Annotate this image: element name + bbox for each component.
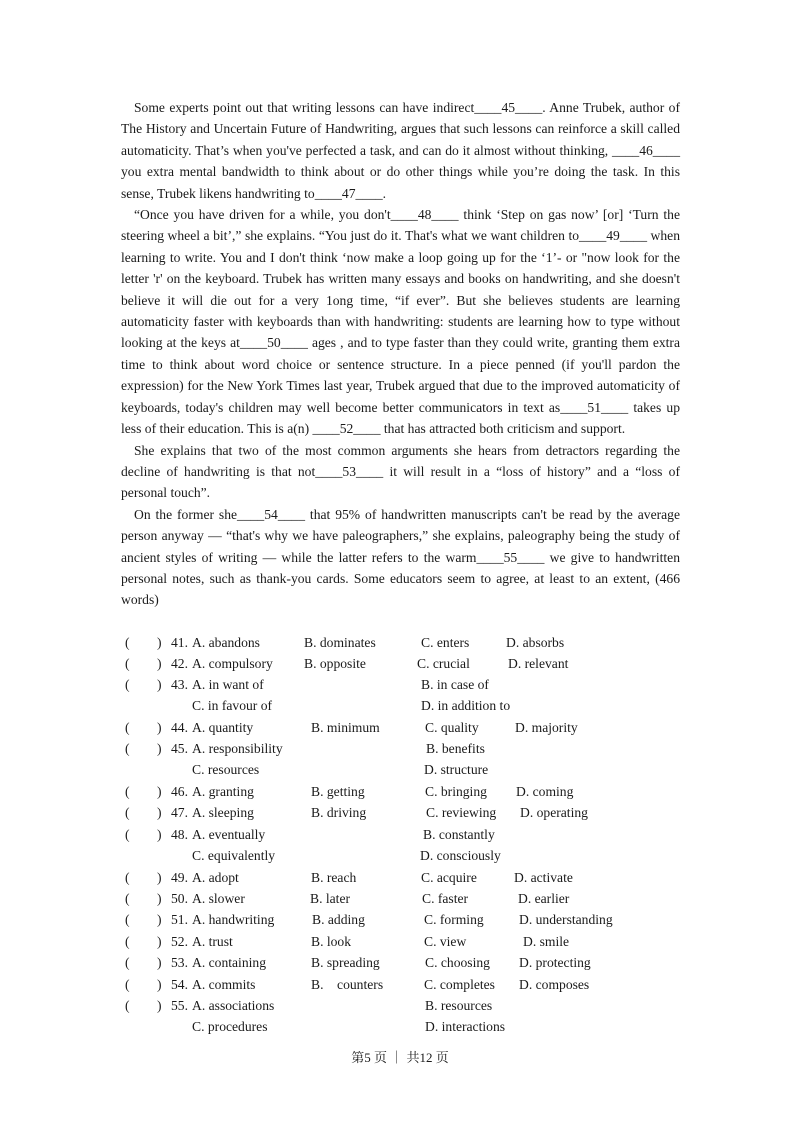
option-d: D. earlier (518, 891, 570, 906)
question-55-line-2 (121, 1016, 681, 1037)
option-b: B. driving (311, 805, 367, 820)
option-d: D. operating (520, 805, 588, 820)
option-d: D. majority (515, 720, 578, 735)
answer-bracket-open: ( (125, 912, 130, 927)
answer-bracket-close: ) (157, 934, 162, 949)
option-b: B. benefits (426, 741, 485, 756)
option-b: B. minimum (311, 720, 380, 735)
question-number: 49. (171, 870, 188, 885)
option-c: C. equivalently (192, 848, 276, 863)
answer-bracket-open: ( (125, 720, 130, 735)
answer-bracket-open: ( (125, 891, 130, 906)
question-43-line-2 (121, 695, 681, 716)
question-42 (121, 653, 681, 674)
answer-bracket-close: ) (157, 977, 162, 992)
option-b: B. look (311, 934, 352, 949)
answer-bracket-open: ( (125, 977, 130, 992)
answer-bracket-open: ( (125, 998, 130, 1013)
question-51 (121, 909, 681, 930)
answer-bracket-close: ) (157, 998, 162, 1013)
answer-bracket-close: ) (157, 635, 162, 650)
question-number: 47. (171, 805, 188, 820)
option-a: A. compulsory (192, 656, 273, 671)
option-d: D. consciously (420, 848, 501, 863)
option-a: A. adopt (192, 870, 239, 885)
question-44 (121, 717, 681, 738)
option-c: C. enters (421, 635, 470, 650)
answer-bracket-open: ( (125, 805, 130, 820)
question-number: 50. (171, 891, 188, 906)
answer-bracket-close: ) (157, 955, 162, 970)
answer-bracket-close: ) (157, 741, 162, 756)
question-number: 55. (171, 998, 188, 1013)
option-c: C. quality (425, 720, 479, 735)
option-d: D. smile (523, 934, 570, 949)
option-b: B. reach (311, 870, 357, 885)
option-b: B. getting (311, 784, 365, 799)
question-number: 48. (171, 827, 188, 842)
question-number: 43. (171, 677, 188, 692)
question-number: 44. (171, 720, 188, 735)
option-c: C. bringing (425, 784, 487, 799)
option-c: C. crucial (417, 656, 470, 671)
question-54 (121, 974, 681, 995)
question-48 (121, 824, 681, 845)
option-a: A. responsibility (192, 741, 283, 756)
option-d: D. coming (516, 784, 574, 799)
option-b: B. constantly (423, 827, 495, 842)
answer-bracket-close: ) (157, 677, 162, 692)
option-b: B. counters (311, 977, 384, 992)
option-b: B. later (310, 891, 351, 906)
option-c: C. choosing (425, 955, 490, 970)
option-b: B. dominates (304, 635, 376, 650)
option-a: A. trust (192, 934, 233, 949)
question-48-line-2 (121, 845, 681, 866)
question-55 (121, 995, 681, 1016)
option-c: C. reviewing (426, 805, 497, 820)
question-45 (121, 738, 681, 759)
option-a: A. handwriting (192, 912, 275, 927)
option-d: D. structure (424, 762, 489, 777)
question-number: 42. (171, 656, 188, 671)
option-a: A. slower (192, 891, 245, 906)
answer-bracket-close: ) (157, 827, 162, 842)
answer-bracket-open: ( (125, 677, 130, 692)
option-d: D. interactions (425, 1019, 506, 1034)
answer-bracket-close: ) (157, 656, 162, 671)
passage-paragraph-1: Some experts point out that writing lessons can have indirect____45____. Anne Trubek, author of The History and Uncertain Future of Handwriting, argues that such lessons can reinforce a skill called automaticity. That’s when you've perfected a task, and can do it almost without thinking, ____46____ you extra mental bandwidth to think about or do other things while you’re doing the task. In this sense, Trubek likens handwriting to____47____. (121, 100, 680, 201)
question-52 (121, 931, 681, 952)
answer-bracket-close: ) (157, 912, 162, 927)
option-d: D. composes (519, 977, 590, 992)
answer-bracket-close: ) (157, 784, 162, 799)
option-b: B. adding (312, 912, 365, 927)
question-49 (121, 867, 681, 888)
option-c: C. resources (192, 762, 260, 777)
option-c: C. completes (424, 977, 495, 992)
option-b: B. in case of (421, 677, 489, 692)
question-number: 45. (171, 741, 188, 756)
option-b: B. resources (425, 998, 493, 1013)
option-d: D. in addition to (421, 698, 511, 713)
option-d: D. understanding (519, 912, 613, 927)
question-number: 51. (171, 912, 188, 927)
option-c: C. faster (422, 891, 469, 906)
answer-bracket-open: ( (125, 870, 130, 885)
option-a: A. eventually (192, 827, 266, 842)
option-c: C. procedures (192, 1019, 268, 1034)
question-number: 41. (171, 635, 188, 650)
option-a: A. associations (192, 998, 275, 1013)
answer-bracket-close: ) (157, 805, 162, 820)
answer-bracket-open: ( (125, 934, 130, 949)
option-c: C. view (424, 934, 467, 949)
option-a: A. quantity (192, 720, 254, 735)
option-d: D. absorbs (506, 635, 565, 650)
question-50 (121, 888, 681, 909)
option-b: B. spreading (311, 955, 380, 970)
passage-paragraph-3: She explains that two of the most common arguments she hears from detractors regarding the decline of handwriting is that not____53____ it will result in a “loss of history” and a “loss of personal touch”. (121, 442, 680, 501)
answer-bracket-open: ( (125, 741, 130, 756)
passage-paragraph-2: “Once you have driven for a while, you don't____48____ think ‘Step on gas now’ [or] ‘Turn the steering wheel a bit’,” she explains. “You just do it. That's what we want children to____49____ when learning to write. You and I don't think ‘now make a loop going up for the ‘1’- or "now look for the letter 'r' on the keyboard. Trubek has written many essays and books on handwriting, and she doesn't believe it will die out for a very 1ong time, “if ever”. But she believes students are learning automaticity faster with keyboards than with handwriting: students are learning how to type without looking at the keys at____50____ ages , and to type faster than they could write, granting them extra time to think about word choice or sentence structure. In a piece penned (if you'll pardon the expression) for the New York Times last year, Trubek argued that due to the improved automaticity of keyboards, today's children may well become better communicators in text as____51____ takes up less of their education. This is a(n) ____52____ that has attracted both criticism and support. (121, 207, 680, 437)
question-number: 52. (171, 934, 188, 949)
page-number-footer: 第5 页 ｜ 共12 页 (351, 1050, 449, 1065)
answer-bracket-open: ( (125, 656, 130, 671)
answer-bracket-open: ( (125, 635, 130, 650)
question-47 (121, 802, 681, 823)
reading-passage (121, 97, 680, 611)
option-c: C. in favour of (192, 698, 273, 713)
question-46 (121, 781, 681, 802)
option-a: A. sleeping (192, 805, 254, 820)
answer-bracket-open: ( (125, 827, 130, 842)
answer-bracket-close: ) (157, 720, 162, 735)
option-a: A. granting (192, 784, 254, 799)
option-a: A. abandons (192, 635, 260, 650)
option-c: C. forming (424, 912, 484, 927)
answer-bracket-open: ( (125, 784, 130, 799)
option-b: B. opposite (304, 656, 366, 671)
question-number: 54. (171, 977, 188, 992)
option-c: C. acquire (421, 870, 477, 885)
question-number: 53. (171, 955, 188, 970)
option-a: A. in want of (192, 677, 264, 692)
answer-bracket-open: ( (125, 955, 130, 970)
question-45-line-2 (121, 759, 681, 780)
option-d: D. relevant (508, 656, 569, 671)
option-d: D. protecting (519, 955, 591, 970)
question-number: 46. (171, 784, 188, 799)
passage-paragraph-4: On the former she____54____ that 95% of handwritten manuscripts can't be read by the average person anyway — “that's why we have paleographers,” she explains, paleography being the study of ancient styles of writing — while the latter refers to the warm____55____ we give to handwritten personal notes, such as thank-you cards. Some educators seem to agree, at least to an extent, (466 words) (121, 506, 680, 608)
answer-bracket-close: ) (157, 891, 162, 906)
option-a: A. commits (192, 977, 256, 992)
question-53 (121, 952, 681, 973)
option-a: A. containing (192, 955, 266, 970)
option-d: D. activate (514, 870, 573, 885)
answer-bracket-close: ) (157, 870, 162, 885)
question-43 (121, 674, 681, 695)
question-41 (121, 632, 681, 653)
